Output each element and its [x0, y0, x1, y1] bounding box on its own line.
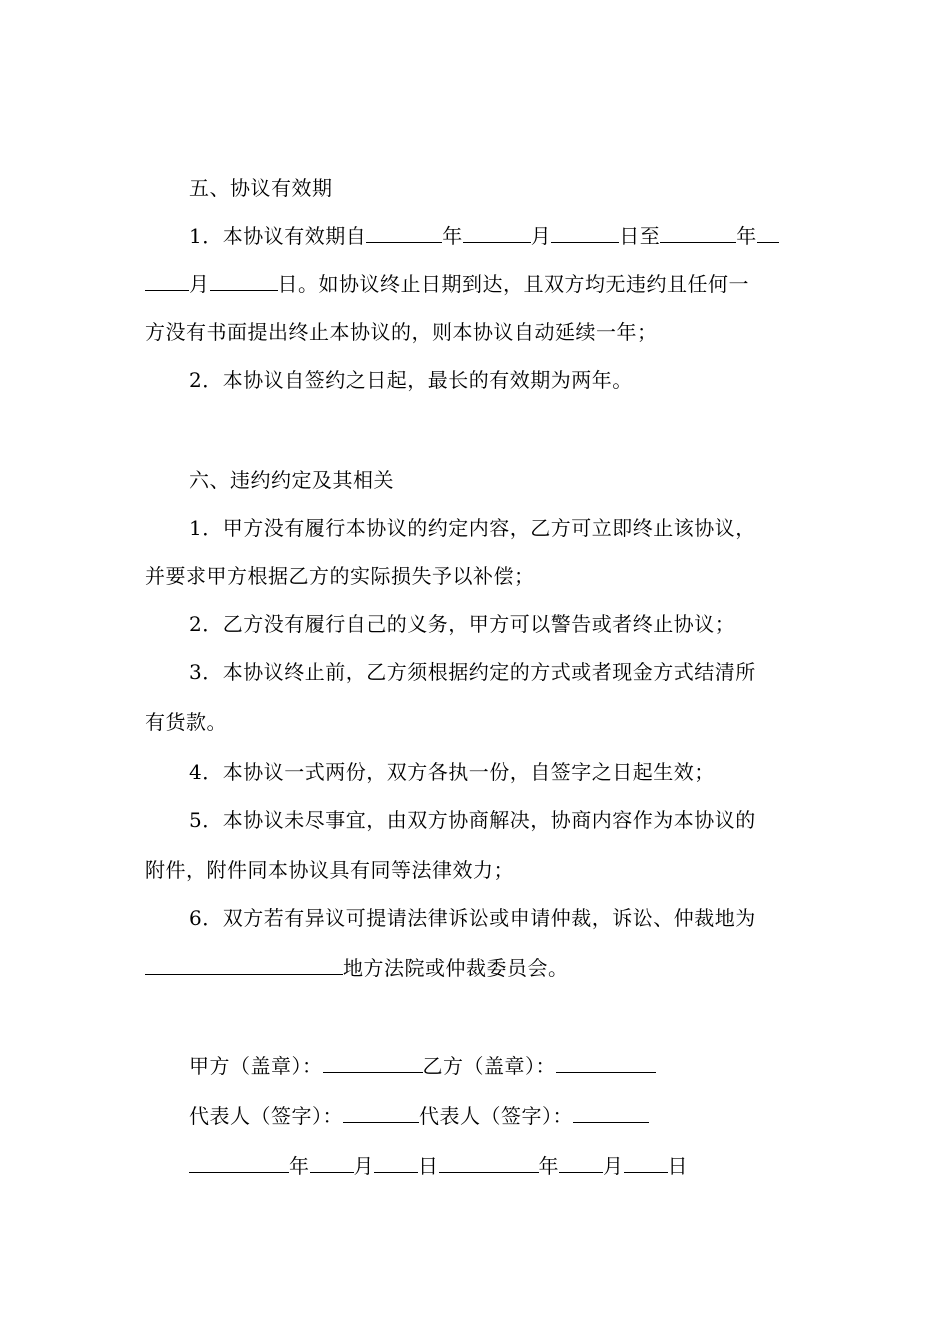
validity-item-2: 2．本协议自签约之日起，最长的有效期为两年。: [189, 368, 633, 392]
blank-date-month-a: [310, 1154, 354, 1173]
breach-item-1-line-1: 1．甲方没有履行本协议的约定内容，乙方可立即终止该协议，: [189, 516, 756, 540]
rep-b-label: 代表人（签字）：: [419, 1104, 573, 1128]
breach-item-2: 2．乙方没有履行自己的义务，甲方可以警告或者终止协议；: [189, 612, 736, 636]
unit-month-2: 月: [189, 272, 210, 296]
blank-year-end: [660, 224, 736, 243]
breach-item-5-line-2: 附件，附件同本协议具有同等法律效力；: [145, 858, 514, 882]
blank-date-day-b: [624, 1154, 668, 1173]
blank-rep-b: [573, 1104, 649, 1123]
breach-item-3-line-1: 3．本协议终止前，乙方须根据约定的方式或者现金方式结清所: [189, 660, 756, 684]
blank-date-year-b: [439, 1154, 539, 1173]
date-day-b: 日: [667, 1154, 688, 1178]
breach-item-4: 4．本协议一式两份，双方各执一份，自签字之日起生效；: [189, 760, 715, 784]
date-line: [189, 1154, 688, 1178]
blank-month-end-part1: [757, 224, 779, 243]
validity-text-cont: 日。如协议终止日期到达，且双方均无违约且任何一: [277, 272, 749, 296]
date-month-a: 月: [353, 1154, 374, 1178]
blank-date-year-a: [189, 1154, 289, 1173]
unit-month: 月: [530, 224, 552, 248]
date-month-b: 月: [603, 1154, 624, 1178]
blank-day-start: [551, 224, 619, 243]
breach-item-1-line-2: 并要求甲方根据乙方的实际损失予以补偿；: [145, 564, 535, 588]
breach-item-6-line-1: 6．双方若有异议可提请法律诉讼或申请仲裁，诉讼、仲裁地为: [189, 906, 756, 930]
validity-item-1-line-3: 方没有书面提出终止本协议的，则本协议自动延续一年；: [145, 320, 658, 344]
unit-year-2: 年: [736, 224, 757, 248]
date-year-a: 年: [289, 1154, 310, 1178]
section-heading-breach: 六、违约约定及其相关: [189, 468, 394, 492]
validity-text: 1．本协议有效期自: [189, 224, 367, 248]
blank-party-a-seal: [323, 1054, 423, 1073]
court-text: 地方法院或仲裁委员会。: [343, 956, 569, 980]
date-year-b: 年: [538, 1154, 559, 1178]
blank-month-end-part2: [145, 272, 189, 291]
breach-item-5-line-1: 5．本协议未尽事宜，由双方协商解决，协商内容作为本协议的: [189, 808, 756, 832]
unit-year: 年: [442, 224, 463, 248]
blank-year-start: [366, 224, 442, 243]
rep-a-label: 代表人（签字）：: [189, 1104, 343, 1128]
date-day-a: 日: [418, 1154, 439, 1178]
blank-court-location: [145, 956, 343, 975]
representative-line: [189, 1104, 649, 1128]
blank-rep-a: [343, 1104, 419, 1123]
seal-line: [189, 1054, 656, 1078]
blank-month-start: [463, 224, 531, 243]
validity-item-1-line-2: [145, 272, 807, 296]
breach-item-6-line-2: [145, 956, 807, 980]
blank-date-day-a: [374, 1154, 418, 1173]
blank-day-end: [210, 272, 278, 291]
blank-date-month-b: [559, 1154, 603, 1173]
breach-item-3-line-2: 有货款。: [145, 710, 227, 734]
section-heading-validity: 五、协议有效期: [189, 176, 333, 200]
party-b-seal-label: 乙方（盖章）：: [422, 1054, 556, 1078]
party-a-seal-label: 甲方（盖章）：: [189, 1054, 323, 1078]
blank-party-b-seal: [556, 1054, 656, 1073]
validity-item-1-line-1: [189, 224, 851, 248]
unit-day-to: 日至: [619, 224, 661, 248]
